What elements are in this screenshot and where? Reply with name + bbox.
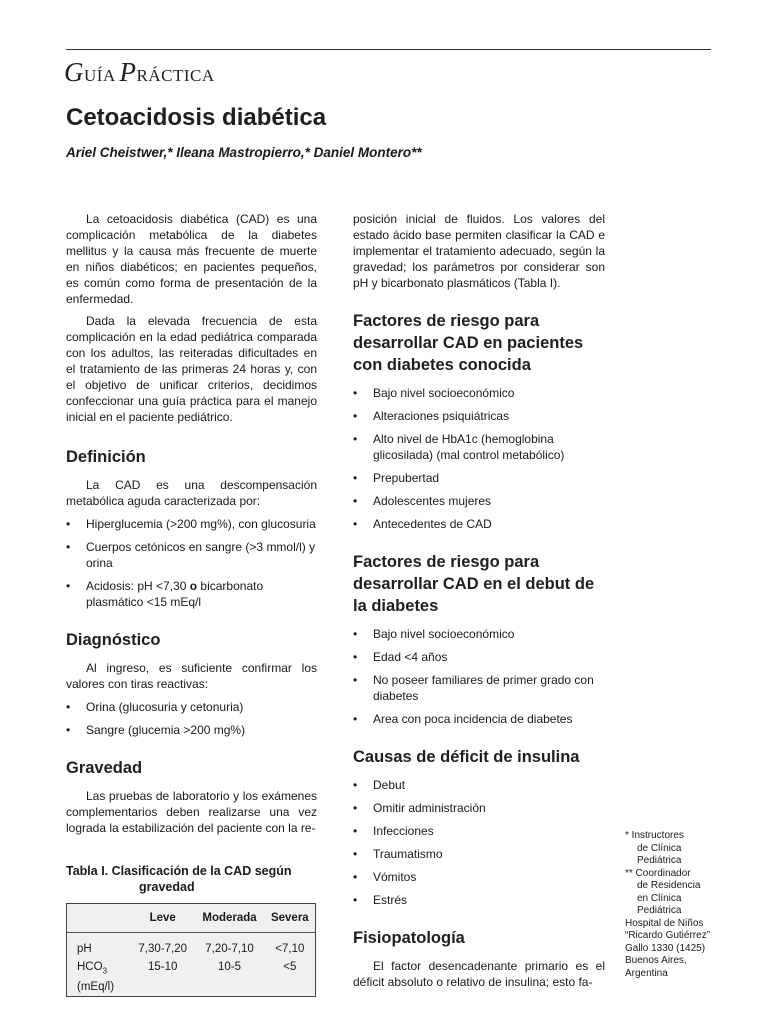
- hco3-unit: (mEq/l): [77, 981, 115, 994]
- section-word-practica: RÁCTICA: [136, 66, 215, 85]
- list-item-acidosis: [66, 578, 317, 610]
- table-caption: [66, 863, 317, 895]
- table-header-severa: Severa: [265, 904, 315, 933]
- table-cell: 10-5: [218, 961, 242, 973]
- article-title: Cetoacidosis diabética: [66, 104, 327, 131]
- table-cell: <5: [283, 961, 297, 973]
- list-item: • Infecciones: [353, 823, 605, 839]
- authors: Ariel Cheistwer,* Ileana Mastropierro,* Daniel Montero**: [66, 145, 422, 160]
- heading-factores-debut: Factores de riesgo para desarrollar CAD en el debut de la diabetes: [353, 553, 595, 615]
- table-caption-line-2: gravedad: [139, 880, 195, 894]
- acidosis-or: o: [189, 579, 198, 593]
- definicion-list: [66, 516, 317, 610]
- list-item: • Antecedentes de CAD: [353, 516, 605, 532]
- causas-list: [353, 777, 605, 908]
- table-cell-ph-label: pH: [77, 943, 92, 955]
- gravedad-paragraph: Las pruebas de laboratorio y los exámenes complementarios deben realizarse una vez lograda la estabilización del paciente con la re-: [66, 789, 317, 835]
- heading-causas: Causas de déficit de insulina: [353, 748, 580, 766]
- table-cell: 7,30-7,20: [138, 943, 187, 955]
- list-item: • Area con poca incidencia de diabetes: [353, 711, 605, 727]
- hco3-label: HCO: [77, 961, 103, 973]
- author-affiliations: [625, 830, 725, 980]
- list-item: • Alteraciones psiquiátricas: [353, 408, 605, 424]
- section-initial-p: P: [119, 57, 137, 87]
- footnote-line: de Residencia: [637, 880, 701, 891]
- table-header-empty: [67, 904, 131, 933]
- list-item: • Cuerpos cetónicos en sangre (>3 mmol/l) y orina: [66, 539, 317, 571]
- list-item: • Alto nivel de HbA1c (hemoglobina glicosilada) (mal control metabólico): [353, 431, 605, 463]
- heading-fisiopatologia: Fisiopatología: [353, 929, 465, 947]
- footnote-line: Buenos Aires,: [625, 955, 687, 966]
- heading-definicion: Definición: [66, 448, 146, 466]
- list-item: • Debut: [353, 777, 605, 793]
- factores-conocida-list: [353, 385, 605, 532]
- table-cell: 7,20-7,10: [205, 943, 254, 955]
- acidosis-part-1: Acidosis: pH <7,30: [86, 579, 190, 593]
- heading-diagnostico: Diagnóstico: [66, 631, 161, 649]
- left-column: [66, 211, 317, 997]
- list-item: • Hiperglucemia (>200 mg%), con glucosuria: [66, 516, 317, 532]
- heading-factores-conocida: Factores de riesgo para desarrollar CAD en pacientes con diabetes conocida: [353, 312, 584, 374]
- list-item: • Bajo nivel socioeconómico: [353, 385, 605, 401]
- right-column: [353, 211, 605, 990]
- footnote-line: * Instructores: [625, 830, 684, 841]
- heading-gravedad: Gravedad: [66, 759, 143, 777]
- list-item: • Bajo nivel socioeconómico: [353, 626, 605, 642]
- list-item: • Omitir administración: [353, 800, 605, 816]
- classification-table: [67, 904, 315, 995]
- footnote-line: en Clínica: [637, 892, 682, 904]
- table-header-moderada: Moderada: [194, 904, 264, 933]
- table-caption-line-1: Tabla I. Clasificación de la CAD según: [66, 864, 292, 878]
- list-item: • Sangre (glucemia >200 mg%): [66, 722, 317, 738]
- table-row: [67, 957, 315, 995]
- footnote-line: de Clínica: [637, 842, 682, 854]
- footnote-line: “Ricardo Gutiérrez”: [625, 930, 711, 941]
- table-row: [67, 933, 315, 958]
- footnote-line: Pediátrica: [637, 855, 682, 866]
- intro-paragraph-1: La cetoacidosis diabética (CAD) es una complicación metabólica de la diabetes mellitus y la causa más frecuente de muerte en niños diabéticos; en pacientes pequeños, es común como forma de presentación de la enfermedad.: [66, 212, 317, 306]
- table-header-row: [67, 904, 315, 933]
- table-cell: 15-10: [147, 961, 178, 973]
- footnote-line: Argentina: [625, 967, 668, 979]
- list-item: • Traumatismo: [353, 846, 605, 862]
- footnote-line: Gallo 1330 (1425): [625, 942, 706, 954]
- table-cell-hco3-label: [67, 957, 131, 995]
- table-cell: <7,10: [275, 943, 305, 955]
- table-1: [66, 863, 317, 997]
- section-label: [64, 57, 215, 88]
- footnote-line: Hospital de Niños: [625, 917, 704, 929]
- fisiopatologia-paragraph: El factor desencadenante primario es el déficit absoluto o relativo de insulina; esto fa-: [353, 959, 605, 989]
- list-item: • No poseer familiares de primer grado con diabetes: [353, 672, 605, 704]
- factores-debut-list: [353, 626, 605, 727]
- list-item: • Edad <4 años: [353, 649, 605, 665]
- hco3-subscript: 3: [102, 966, 108, 976]
- definicion-intro: La CAD es una descompensación metabólica aguda caracterizada por:: [66, 478, 317, 508]
- continuation-paragraph: posición inicial de fluidos. Los valores del estado ácido base permiten clasificar la CAD e implementar el tratamiento adecuado, según la gravedad; los parámetros por considerar son pH y bicarbonato plasmáticos (Tabla I).: [353, 212, 605, 290]
- diagnostico-list: [66, 699, 317, 738]
- acidosis-part-2: bicarbonato plasmático <15 mEq/l: [86, 579, 264, 609]
- header-rule: [66, 49, 711, 50]
- intro-paragraph-2: Dada la elevada frecuencia de esta complicación en la edad pediátrica comparada con los adultos, las reiteradas dificultades en el tratamiento de las primeras 24 horas y, con el objetivo de unificar criterios, decidimos confeccionar una guía práctica para el manejo inicial en el paciente pediátrico.: [66, 314, 317, 424]
- section-initial-g: G: [64, 57, 84, 87]
- table-box: [66, 903, 316, 997]
- list-item: • Estrés: [353, 892, 605, 908]
- list-item: • Prepubertad: [353, 470, 605, 486]
- list-item: • Adolescentes mujeres: [353, 493, 605, 509]
- footnote-line: Pediátrica: [637, 905, 682, 916]
- footnote-line: ** Coordinador: [625, 867, 691, 879]
- section-word-guia: UÍA: [84, 66, 120, 85]
- diagnostico-intro: Al ingreso, es suficiente confirmar los valores con tiras reactivas:: [66, 661, 317, 691]
- table-header-leve: Leve: [131, 904, 194, 933]
- list-item: • Vómitos: [353, 869, 605, 885]
- list-item: • Orina (glucosuria y cetonuria): [66, 699, 317, 715]
